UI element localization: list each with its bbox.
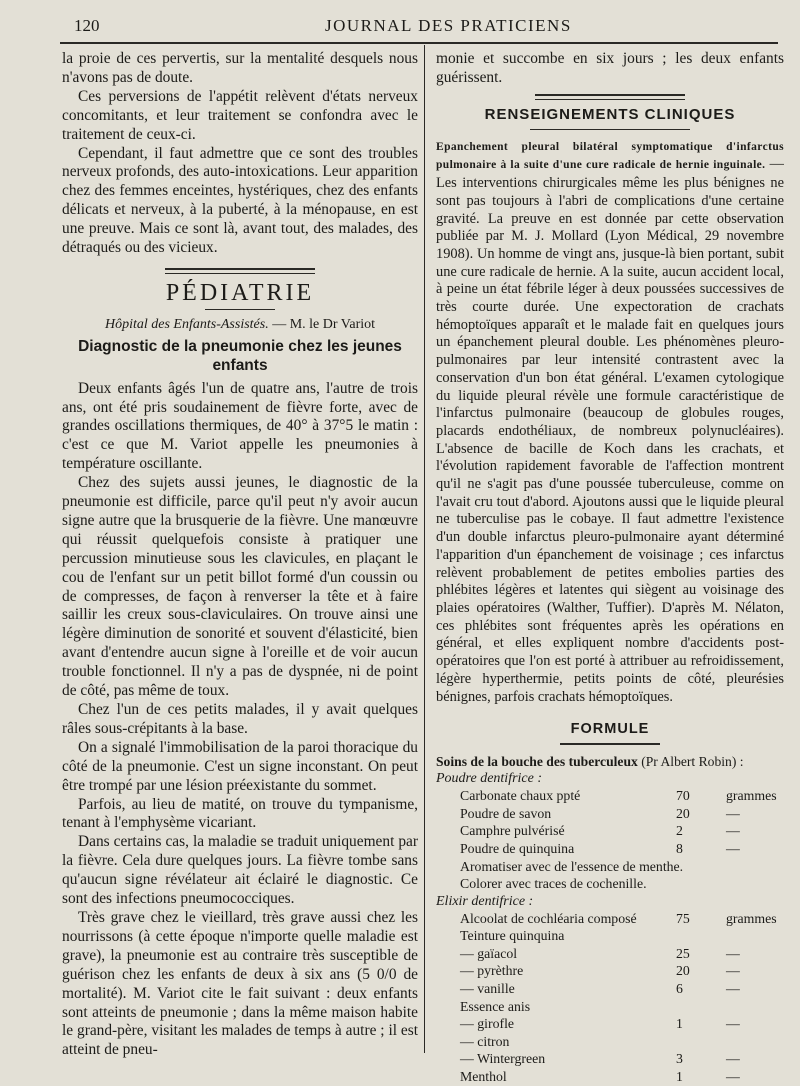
ingredient-name: Teinture quinquina — [460, 928, 565, 944]
ingredient-name: Essence anis — [460, 998, 531, 1014]
intro-paragraph: Cependant, il faut admettre que ce sont des troubles nerveux profonds, des auto-intoxications. Leur apparition chez des femmes enceintes, hystériques, chez des enfants délicats et nerveux, à la puberté, à la ménopause, en est une preuve. Mais ce sont là, avant tout, des malades, des détraqués ou des vicieux. — [62, 144, 418, 257]
poudre-note: Aromatiser avec de l'essence de menthe. — [460, 858, 684, 874]
ingredient-row — [436, 962, 784, 980]
ingredient-quantity: 20 — [676, 805, 690, 821]
ingredient-name: Carbonate chaux ppté — [460, 788, 581, 804]
ingredient-unit: grammes — [726, 788, 777, 804]
clinical-article-heading: Epanchement pleural bilatéral symptomatique d'infarctus pulmonaire à la suite d'une cure radicale de hernie inguinale. — [436, 140, 784, 172]
ingredient-unit: — — [726, 805, 740, 821]
ingredient-name: Menthol — [460, 1069, 507, 1085]
ingredient-unit: — — [726, 963, 740, 979]
ingredient-quantity: 1 — [676, 1016, 683, 1032]
formule-heading: Soins de la bouche des tuberculeux — [436, 754, 638, 770]
hospital-name: Hôpital des Enfants-Assistés. — [104, 316, 269, 332]
ingredient-name: Poudre de quinquina — [460, 840, 575, 856]
left-column — [62, 50, 418, 1060]
ingredient-row — [436, 1068, 784, 1086]
hospital-author: — M. le Dr Variot — [272, 316, 376, 332]
ingredient-unit: — — [726, 1016, 740, 1032]
ingredient-unit: — — [726, 823, 740, 839]
ingredient-quantity: 75 — [676, 910, 690, 926]
ingredient-row — [436, 945, 784, 963]
clinical-article — [436, 138, 784, 707]
ingredient-unit: — — [726, 1069, 740, 1085]
ingredient-quantity: 8 — [676, 840, 683, 856]
article-paragraph: Dans certains cas, la maladie se traduit uniquement par la fièvre. Cela dure quelques jours. La fièvre tombe sans qu'aucun signe révélateur ait éclairé le diagnostic. Ce sont des infections pneumococciques. — [62, 833, 418, 908]
page-header — [60, 14, 778, 44]
elixir-label: Elixir dentifrice : — [436, 893, 534, 909]
ingredient-unit: grammes — [726, 910, 777, 926]
clinical-article-text: — Les interventions chirurgicales même les plus bénignes ne sont pas toujours à l'abri de complications d'une certaine gravité. La preuve en est donnée par cette observation publiée par M. J. Mollard (Lyon Médical, 29 novembre 1908). Un homme de vingt ans, jusque-là bien portant, subit une cure radicale de hernie. A la suite, aucun accident local, à peine un état fébrile léger à deux poussées successives de très courte durée. Une expectoration de crachats hémoptoïques apparaît et le malade fait en quelques jours un épanchement pleural double. Les phénomènes pleuro-pulmonaires par leur intensité contrastent avec la conservation d'un bon état général. L'examen cytologique du liquide pleural révèle une formule caractéristique de l'infarctus pulmonaire (beaucoup de globules rouges, placards endothéliaux, de nombreux polynucléaires). L'absence de bacille de Koch dans les crachats, et l'évolution rapidement favorable de l'affection montrent qu'il ne s'agit pas d'une poussée tuberculeuse, comme on l'avait cru tout d'abord. Ajoutons aussi que le liquide pleural ne tuberculise pas le cobaye. Il faut admettre l'existence d'un double infarctus pleuro-pulmonaire ayant déterminé l'apparition d'un épanchement de voisinage ; ces infarctus relèvent probablement de petites embolies parties des phlébites légères et latentes qui siègent au voisinage des plaies opératoires (Walther, Tuffier). D'après M. Nélaton, ces phlébites sont fréquentes après les opérations en général, et elles expliquent nombre d'accidents post-opératoires que l'on est porté à attribuer au refroidissement, légère hyperthermie, petits points de côté, pleurésies bénignes, parfois crachats hémoptoïques. — [436, 156, 784, 705]
ingredient-name: Camphre pulvérisé — [460, 823, 565, 839]
article-paragraph: Très grave chez le vieillard, très grave aussi chez les nourrissons (à cette époque n'importe quelle maladie est grave), la pneumonie est au contraire très susceptible de guérison chez les enfants de deux à six ans (5 0/0 de mortalité). M. Variot cite le fait suivant : deux enfants sont atteints de pneumonie ; dans la même maison habite le grand-père, visitant les malades de temps à autre ; il est atteint de pneu- — [62, 908, 418, 1059]
ingredient-row — [436, 980, 784, 998]
title-underline — [205, 309, 275, 310]
ingredient-unit: — — [726, 945, 740, 961]
ingredient-quantity: 2 — [676, 823, 683, 839]
article-paragraph: Parfois, au lieu de matité, on trouve du tympanisme, tenant à l'emphysème vicariant. — [62, 795, 418, 832]
ingredient-name: — pyrèthre — [460, 963, 524, 979]
poudre-note: Colorer avec traces de cochenille. — [460, 876, 647, 892]
ingredient-row — [436, 1050, 784, 1068]
ingredient-row — [436, 787, 784, 805]
ingredient-unit: — — [726, 981, 740, 997]
journal-title: JOURNAL DES PRATICIENS — [325, 16, 572, 35]
ingredient-name: — girofle — [460, 1016, 515, 1032]
ingredient-row — [436, 822, 784, 840]
right-column — [436, 50, 784, 1086]
ingredient-name: Poudre de savon — [460, 805, 552, 821]
ingredient-row — [436, 840, 784, 858]
continuation-paragraph: monie et succombe en six jours ; les deux enfants guérissent. — [436, 50, 784, 86]
ingredient-unit: — — [726, 1051, 740, 1067]
poudre-label: Poudre dentifrice : — [436, 771, 543, 787]
section-title-renseignements: RENSEIGNEMENTS CLINIQUES — [484, 105, 736, 123]
article-paragraph: Chez l'un de ces petits malades, il y avait quelques râles sous-crépitants à la base. — [62, 701, 418, 737]
intro-paragraph: Ces perversions de l'appétit relèvent d'états nerveux concomitants, et leur traitement se confondra avec le traitement de ceux-ci. — [62, 87, 418, 143]
section-title-pediatrie: PÉDIATRIE — [165, 279, 315, 306]
ingredient-name: — citron — [460, 1033, 510, 1049]
poudre-ingredients — [436, 787, 784, 857]
ingredient-row — [436, 1015, 784, 1033]
ingredient-quantity: 25 — [676, 945, 690, 961]
ingredient-name: Alcoolat de cochléaria composé — [460, 910, 637, 926]
article-paragraph: On a signalé l'immobilisation de la paroi thoracique du côté de la pneumonie. C'est un signe inconstant. On peut être trompé par une lésion préexistante du sommet. — [62, 738, 418, 794]
ingredient-quantity: 6 — [676, 981, 683, 997]
ingredient-name: — vanille — [460, 981, 515, 997]
ingredient-row — [436, 910, 784, 928]
formule-heading-line — [436, 753, 784, 770]
ingredient-name: — Wintergreen — [460, 1051, 546, 1067]
ingredient-row — [436, 998, 784, 1016]
formule-author: (Pr Albert Robin) : — [641, 754, 744, 770]
section-rule — [535, 94, 685, 100]
ingredient-row — [436, 805, 784, 823]
elixir-ingredients — [436, 910, 784, 1086]
column-divider — [424, 45, 425, 1053]
formule-title: FORMULE — [560, 720, 660, 745]
title-underline — [530, 129, 690, 130]
ingredient-quantity: 20 — [676, 963, 690, 979]
ingredient-row — [436, 927, 784, 945]
ingredient-quantity: 3 — [676, 1051, 683, 1067]
intro-paragraph: la proie de ces pervertis, sur la mentalité desquels nous n'avons pas de doute. — [62, 50, 418, 86]
article-title: Diagnostic de la pneumonie chez les jeunes enfants — [78, 337, 402, 374]
ingredient-name: — gaïacol — [460, 945, 518, 961]
article-paragraph: Chez des sujets aussi jeunes, le diagnostic de la pneumonie est difficile, parce qu'il peut n'y avoir aucun signe autre que la brusquerie de la fièvre. Une manœuvre qui réussit quelquefois consiste à pratiquer une percussion minutieuse sous les clavicules, en plaçant le cou de l'enfant sur un petit billot formé d'un coussin ou de compresses, de façon à renverser la tête et à faire saillir les creux sous-claviculaires. On trouve ainsi une légère diminution de sonorité et souvent d'élasticité, bien avant d'entendre aucun signe à l'oreille et de voir aucun trouble fonctionnel. Il n'y a pas de dyspnée, ni de point de côté, pas même de toux. — [62, 474, 418, 700]
hospital-line — [62, 316, 418, 335]
page-number: 120 — [74, 16, 100, 35]
ingredient-unit: — — [726, 840, 740, 856]
article-paragraph: Deux enfants âgés l'un de quatre ans, l'autre de trois ans, ont été pris soudainement de fièvre forte, avec de grandes oscillations thermiques, de 40° à 37°5 le matin : c'est ce que M. Variot appelle les pneumonies à température oscillante. — [62, 379, 418, 473]
section-rule — [165, 268, 315, 274]
ingredient-row — [436, 1033, 784, 1051]
ingredient-quantity: 70 — [676, 788, 690, 804]
ingredient-quantity: 1 — [676, 1069, 683, 1085]
